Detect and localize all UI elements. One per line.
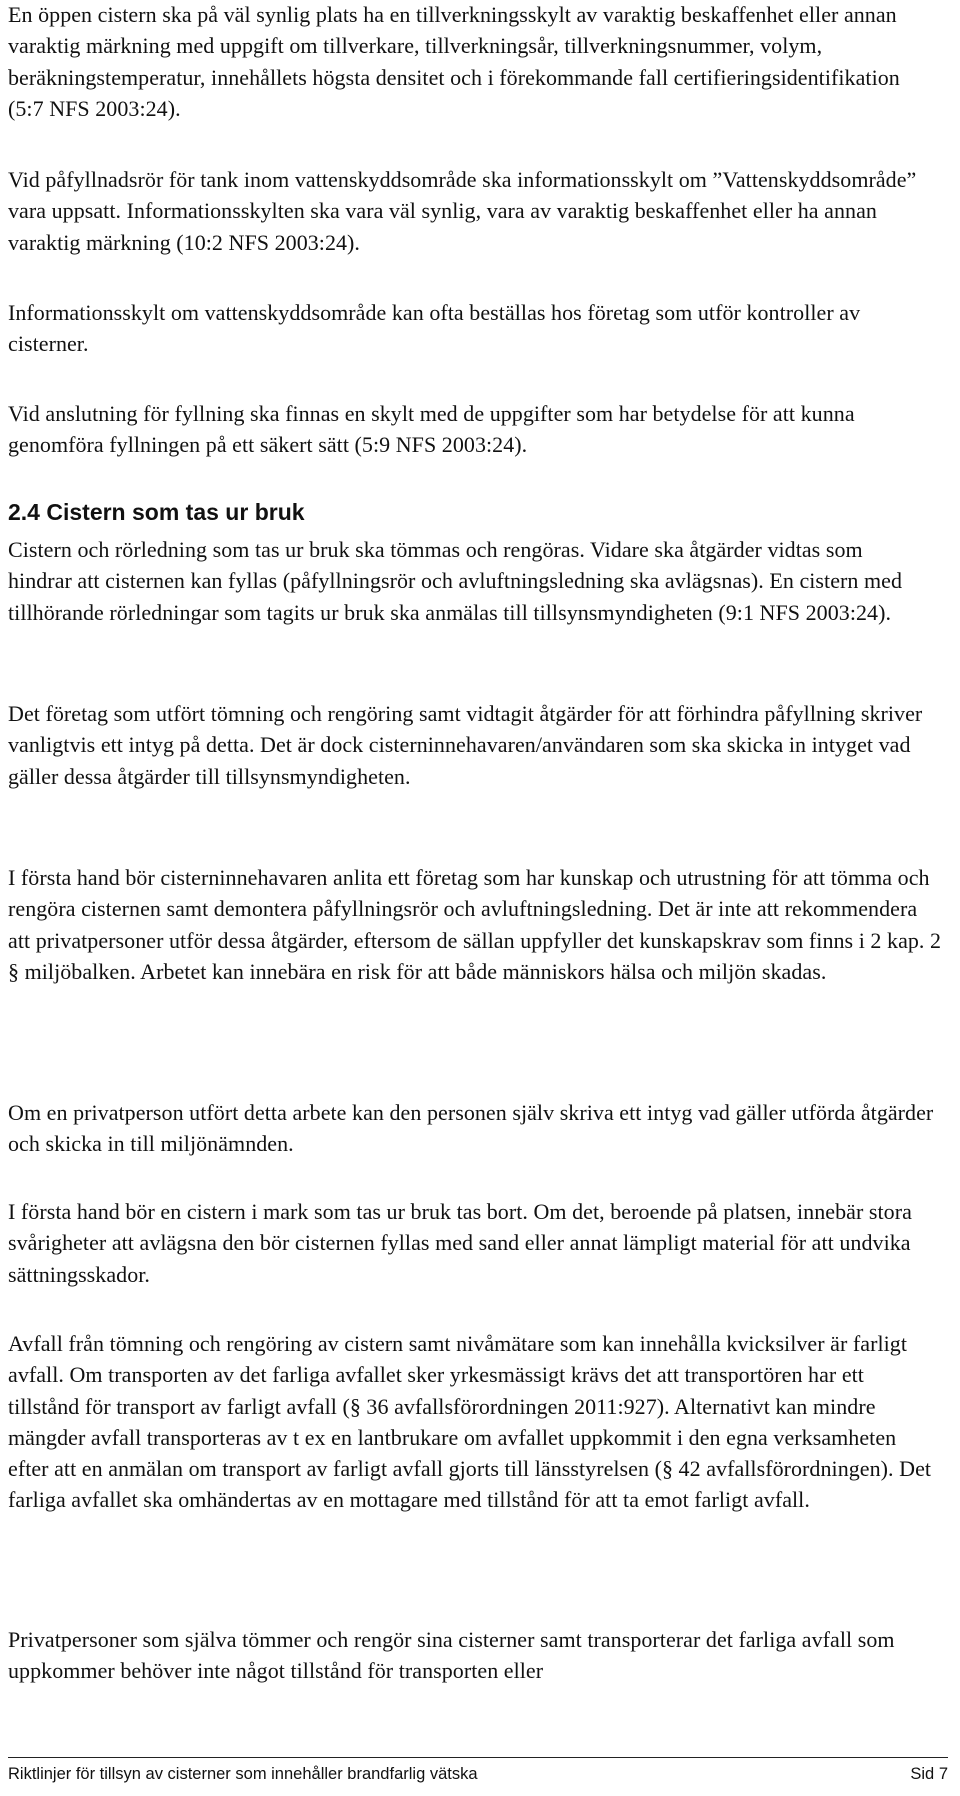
page-footer — [8, 1757, 948, 1784]
paragraph-fyllning-skylt: Vid anslutning för fyllning ska finnas en skylt med de uppgifter som har betydelse för att kunna genomföra fyllningen på ett säkert sätt (5:9 NFS 2003:24). — [8, 401, 855, 458]
paragraph-privatpersoner-transport: Privatpersoner som själva tömmer och rengör sina cisterner samt transporterar det farliga avfall som uppkommer behöver inte något tillstånd för transporten eller — [8, 1627, 895, 1684]
paragraph-tas-ur-bruk: Cistern och rörledning som tas ur bruk ska tömmas och rengöras. Vidare ska åtgärder vidtas som hindrar att cisternen kan fyllas (påfyllningsrör och avluftningsledning ska avlägsnas). En cistern med tillhörande rörledningar som tagits ur bruk ska anmälas till tillsynsmyndigheten (9:1 NFS 2003:24). — [8, 537, 903, 625]
footer-title: Riktlinjer för tillsyn av cisterner som innehåller brandfarlig vätska — [8, 1765, 478, 1783]
paragraph-forsta-hand-foretag: I första hand bör cisterninnehavaren anlita ett företag som har kunskap och utrustning för att tömma och rengöra cisternen samt demontera påfyllningsrör och avluftningsledning. Det är inte att rekommendera att privatpersoner utför dessa åtgärder, eftersom de sällan uppfyller det kunskapskrav som finns i 2 kap. 2 § miljöbalken. Arbetet kan innebära en risk för att både människors hälsa och miljön skadas. — [8, 865, 942, 984]
paragraph-informationsskylt: Informationsskylt om vattenskyddsområde kan ofta beställas hos företag som utför kontroller av cisterner. — [8, 300, 861, 357]
paragraph-cistern-i-mark: I första hand bör en cistern i mark som tas ur bruk tas bort. Om det, beroende på platsen, innebär stora svårigheter att avlägsna den bör cisternen fyllas med sand eller annat lämpligt material för att undvika sättningsskador. — [8, 1199, 912, 1287]
paragraph-tillverkningsskylt: En öppen cistern ska på väl synlig plats ha en tillverkningsskylt av varaktig beskaffenhet eller annan varaktig märkning med uppgift om tillverkare, tillverkningsår, tillverkningsnummer, volym, beräkningstemperatur, innehållets högsta densitet och i förekommande fall certifieringsidentifikation (5:7 NFS 2003:24). — [8, 2, 900, 121]
page-number: Sid 7 — [910, 1765, 948, 1783]
section-heading: 2.4 Cistern som tas ur bruk — [8, 499, 305, 525]
paragraph-privatperson-intyg: Om en privatperson utfört detta arbete kan den personen själv skriva ett intyg vad gäller utförda åtgärder och skicka in till miljönämnden. — [8, 1100, 934, 1157]
paragraph-intyg: Det företag som utfört tömning och rengöring samt vidtagit åtgärder för att förhindra påfyllning skriver vanligtvis ett intyg på detta. Det är dock cisterninnehavaren/användaren som ska skicka in intyget vad gäller dessa åtgärder till tillsynsmyndigheten. — [8, 701, 923, 789]
paragraph-farligt-avfall: Avfall från tömning och rengöring av cistern samt nivåmätare som kan innehålla kvicksilver är farligt avfall. Om transporten av det farliga avfallet sker yrkesmässigt krävs det att transportören har ett tillstånd för transport av farligt avfall (§ 36 avfallsförordningen 2011:927). Alternativt kan mindre mängder avfall transporteras av t ex en lantbrukare om avfallet uppkommit i den egna verksamheten efter att en anmälan om transport av farligt avfall gjorts till länsstyrelsen (§ 42 avfallsförordningen). Det farliga avfallet ska omhändertas av en mottagare med tillstånd för att ta emot farligt avfall. — [8, 1331, 932, 1513]
paragraph-vattenskyddsomrade-skylt: Vid påfyllnadsrör för tank inom vattenskyddsområde ska informationsskylt om ”Vattenskyddsområde” vara uppsatt. Informationsskylten ska vara väl synlig, vara av varaktig beskaffenhet eller ha annan varaktig märkning (10:2 NFS 2003:24). — [8, 167, 917, 255]
